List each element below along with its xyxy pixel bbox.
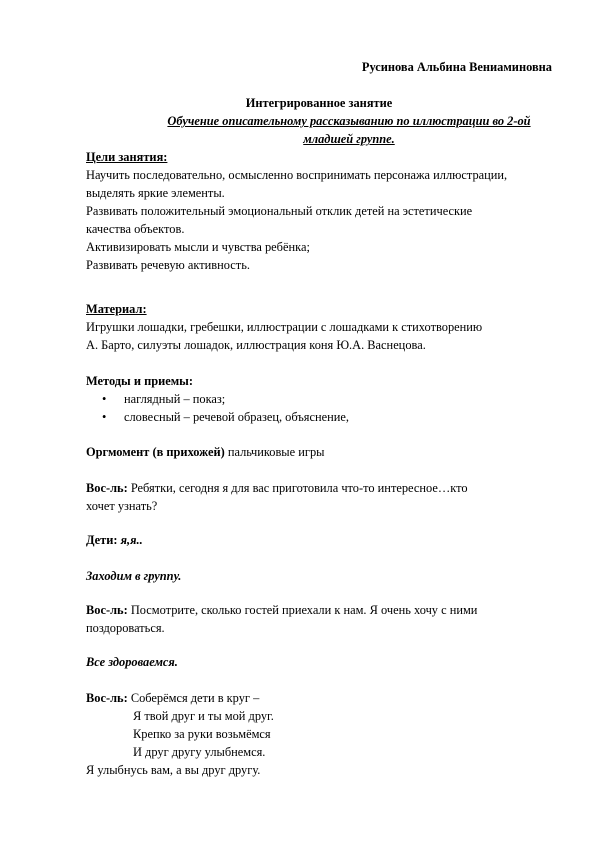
stage-direction-2: Все здороваемся. <box>86 655 178 669</box>
methods-item <box>86 390 566 408</box>
methods-item-text: наглядный – показ; <box>124 392 226 406</box>
dialog-teacher-2 <box>86 601 566 637</box>
bullet-icon: • <box>102 410 107 424</box>
lesson-title: Интегрированное занятие <box>245 96 393 110</box>
dialog-text: Соберёмся дети в круг – <box>127 691 260 705</box>
speaker-label: Вос-ль: <box>86 603 128 617</box>
speaker-label: Вос-ль: <box>86 481 128 495</box>
dialog-text: я,я.. <box>117 533 143 547</box>
bullet-icon: • <box>102 392 107 406</box>
subtitle-line-2: младшей группе. <box>303 132 395 146</box>
material-section <box>86 300 566 354</box>
goals-line: Развивать положительный эмоциональный отклик детей на эстетические <box>86 204 473 218</box>
orgmoment-label: Оргмомент (в прихожей) <box>86 445 225 459</box>
author-name: Русинова Альбина Вениаминовна <box>361 60 552 74</box>
dialog-children <box>86 531 566 549</box>
methods-section <box>86 372 566 426</box>
goals-line: выделять яркие элементы. <box>86 186 225 200</box>
speaker-label: Дети: <box>86 533 118 547</box>
dialog-text: Посмотрите, сколько гостей приехали к нам. Я очень хочу с ними <box>127 603 478 617</box>
dialog-text: Ребятки, сегодня я для вас приготовила что-то интересное…кто <box>127 481 468 495</box>
methods-heading: Методы и приемы: <box>86 374 193 388</box>
dialog-text: Я улыбнусь вам, а вы друг другу. <box>86 763 261 777</box>
poem-line: И друг другу улыбнемся. <box>133 745 266 759</box>
poem-line: Я твой друг и ты мой друг. <box>133 709 274 723</box>
methods-list <box>86 390 566 426</box>
orgmoment-text: пальчиковые игры <box>224 445 325 459</box>
goals-line: Развивать речевую активность. <box>86 258 250 272</box>
poem-line: Крепко за руки возьмёмся <box>133 727 271 741</box>
dialog-teacher-1 <box>86 479 566 515</box>
goals-heading: Цели занятия: <box>86 150 168 164</box>
methods-item <box>86 408 566 426</box>
dialog-teacher-3 <box>86 689 566 779</box>
goals-section <box>86 148 566 274</box>
material-line: А. Барто, силуэты лошадок, иллюстрация коня Ю.А. Васнецова. <box>86 338 426 352</box>
goals-line: Научить последовательно, осмысленно воспринимать персонажа иллюстрации, <box>86 168 508 182</box>
stage-direction-1: Заходим в группу. <box>86 569 182 583</box>
goals-line: качества объектов. <box>86 222 185 236</box>
speaker-label: Вос-ль: <box>86 691 128 705</box>
material-heading: Материал: <box>86 302 147 316</box>
lesson-subtitle <box>86 112 552 148</box>
title-block <box>86 94 552 148</box>
goals-line: Активизировать мысли и чувства ребёнка; <box>86 240 310 254</box>
subtitle-line-1: Обучение описательному рассказыванию по иллюстрации во 2-ой <box>167 114 531 128</box>
methods-item-text: словесный – речевой образец, объяснение, <box>124 410 349 424</box>
dialog-text: поздороваться. <box>86 621 165 635</box>
material-line: Игрушки лошадки, гребешки, иллюстрации с лошадками к стихотворению <box>86 320 483 334</box>
dialog-text: хочет узнать? <box>86 499 158 513</box>
orgmoment-line <box>86 443 566 461</box>
